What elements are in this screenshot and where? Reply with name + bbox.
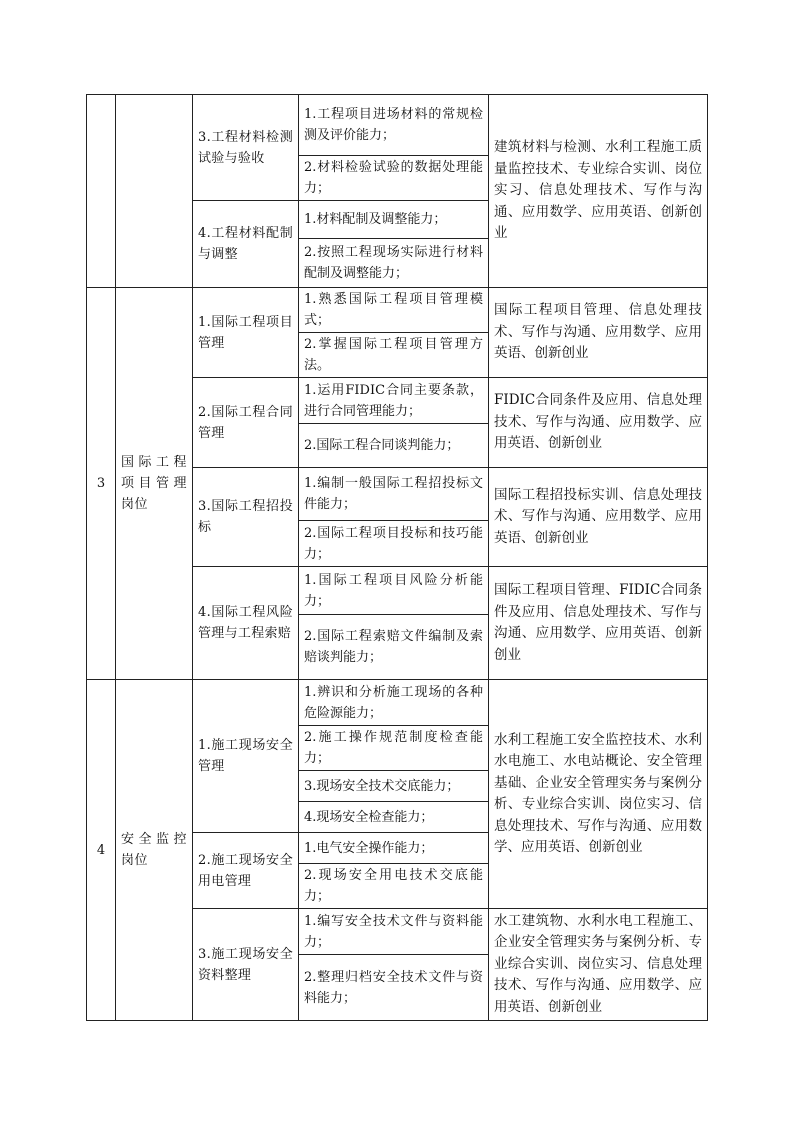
task-cell: 4.工程材料配制与调整 [193, 201, 299, 288]
table-row [87, 288, 708, 333]
ability-cell: 2.整理归档安全技术文件与资料能力； [299, 955, 489, 1021]
task-cell: 3.工程材料检测试验与验收 [193, 95, 299, 201]
course-cell: 国际工程招投标实训、信息处理技术、写作与沟通、应用数学、应用英语、创新创业 [489, 468, 708, 567]
ability-cell: 1.材料配制及调整能力； [299, 201, 489, 239]
curriculum-table [86, 94, 708, 1021]
ability-cell: 2.掌握国际工程项目管理方法。 [299, 333, 489, 378]
ability-cell: 1.国际工程项目风险分析能力； [299, 567, 489, 615]
ability-cell: 2.现场安全用电技术交底能力； [299, 864, 489, 909]
position-cell [116, 95, 193, 288]
task-cell: 2.施工现场安全用电管理 [193, 833, 299, 909]
ability-cell: 1.辨识和分析施工现场的各种危险源能力； [299, 680, 489, 726]
task-cell: 1.国际工程项目管理 [193, 288, 299, 378]
table-row [87, 95, 708, 156]
row-number [87, 95, 116, 288]
row-number: 3 [87, 288, 116, 680]
task-cell: 1.施工现场安全管理 [193, 680, 299, 833]
course-cell: 建筑材料与检测、水利工程施工质量监控技术、专业综合实训、岗位实习、信息处理技术、写作与沟通、应用数学、应用英语、创新创业 [489, 95, 708, 288]
ability-cell: 2.按照工程现场实际进行材料配制及调整能力； [299, 239, 489, 288]
ability-cell: 1.运用FIDIC合同主要条款，进行合同管理能力； [299, 378, 489, 424]
ability-cell: 2.国际工程项目投标和技巧能力； [299, 521, 489, 567]
ability-cell: 2.材料检验试验的数据处理能力； [299, 156, 489, 201]
position-cell: 国际工程项目管理岗位 [116, 288, 193, 680]
table-row [87, 680, 708, 726]
ability-cell: 4.现场安全检查能力； [299, 802, 489, 833]
ability-cell: 1.熟悉国际工程项目管理模式； [299, 288, 489, 333]
ability-cell: 1.工程项目进场材料的常规检测及评价能力； [299, 95, 489, 156]
course-cell: 国际工程项目管理、FIDIC合同条件及应用、信息处理技术、写作与沟通、应用数学、应用英语、创新创业 [489, 567, 708, 680]
ability-cell: 1.电气安全操作能力； [299, 833, 489, 864]
ability-cell: 3.现场安全技术交底能力； [299, 771, 489, 802]
ability-cell: 2.国际工程合同谈判能力； [299, 424, 489, 468]
row-number: 4 [87, 680, 116, 1021]
ability-cell: 1.编制一般国际工程招投标文件能力； [299, 468, 489, 521]
course-cell: FIDIC合同条件及应用、信息处理技术、写作与沟通、应用数学、应用英语、创新创业 [489, 378, 708, 468]
ability-cell: 2.国际工程索赔文件编制及索赔谈判能力； [299, 615, 489, 680]
course-cell: 水工建筑物、水利水电工程施工、企业安全管理实务与案例分析、专业综合实训、岗位实习、信息处理技术、写作与沟通、应用数学、应用英语、创新创业 [489, 909, 708, 1021]
task-cell: 3.施工现场安全资料整理 [193, 909, 299, 1021]
course-cell: 水利工程施工安全监控技术、水利水电施工、水电站概论、安全管理基础、企业安全管理实务与案例分析、专业综合实训、岗位实习、信息处理技术、写作与沟通、应用数学、应用英语、创新创业 [489, 680, 708, 909]
course-cell: 国际工程项目管理、信息处理技术、写作与沟通、应用数学、应用英语、创新创业 [489, 288, 708, 378]
position-cell: 安全监控岗位 [116, 680, 193, 1021]
task-cell: 4.国际工程风险管理与工程索赔 [193, 567, 299, 680]
task-cell: 2.国际工程合同管理 [193, 378, 299, 468]
ability-cell: 2.施工操作规范制度检查能力； [299, 726, 489, 771]
ability-cell: 1.编写安全技术文件与资料能力； [299, 909, 489, 955]
task-cell: 3.国际工程招投标 [193, 468, 299, 567]
